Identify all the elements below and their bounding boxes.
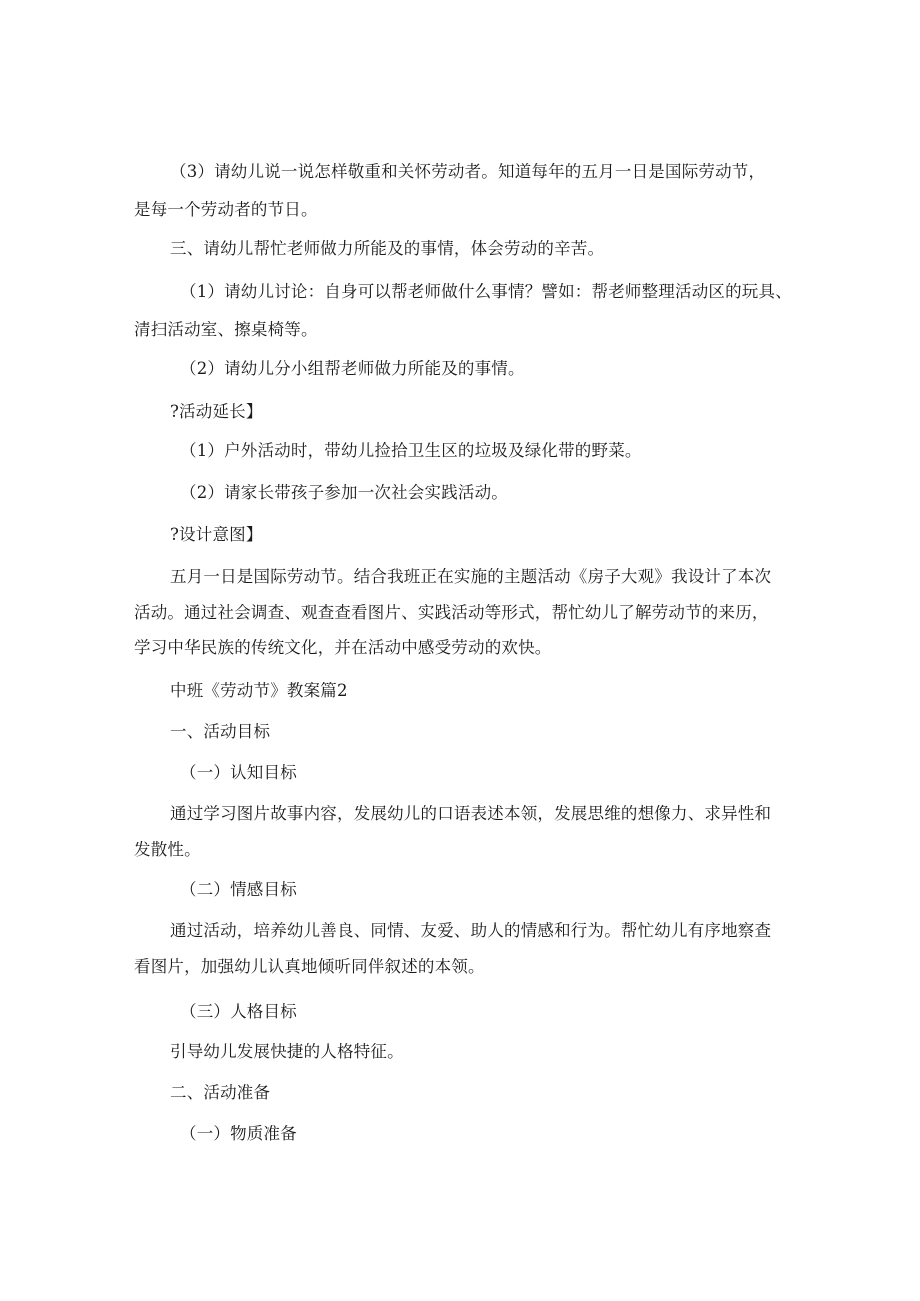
paragraph-line: 引导幼儿发展快捷的人格特征。 xyxy=(170,1042,404,1061)
paragraph-line: （1）请幼儿讨论：自身可以帮老师做什么事情？譬如：帮老师整理活动区的玩具、 xyxy=(180,282,792,301)
subsection-heading: （三）人格目标 xyxy=(180,1002,297,1021)
paragraph-line: 通过活动，培养幼儿善良、同情、友爱、助人的情感和行为。帮忙幼儿有序地察查 xyxy=(170,921,772,940)
paragraph-line: （2）请幼儿分小组帮老师做力所能及的事情。 xyxy=(180,359,525,378)
paragraph-line: 五月一日是国际劳动节。结合我班正在实施的主题活动《房子大观》我设计了本次 xyxy=(170,567,772,586)
paragraph-line: （3）请幼儿说一说怎样敬重和关怀劳动者。知道每年的五月一日是国际劳动节， xyxy=(170,162,766,181)
paragraph-line: （1）户外活动时，带幼儿捡拾卫生区的垃圾及绿化带的野菜。 xyxy=(180,441,642,460)
paragraph-line: 学习中华民族的传统文化，并在活动中感受劳动的欢快。 xyxy=(134,638,552,657)
document-title: 中班《劳动节》教案篇2 xyxy=(170,681,348,700)
paragraph-line: 活动。通过社会调查、观查查看图片、实践活动等形式，帮忙幼儿了解劳动节的来历， xyxy=(134,603,769,622)
section-heading: ?设计意图】 xyxy=(170,525,263,544)
paragraph-line: 通过学习图片故事内容，发展幼儿的口语表述本领，发展思维的想像力、求异性和 xyxy=(170,804,772,823)
subsection-heading: （一）认知目标 xyxy=(180,763,297,782)
section-heading: 二、活动准备 xyxy=(170,1083,271,1102)
paragraph-line: 发散性。 xyxy=(134,840,201,859)
paragraph-line: 清扫活动室、擦桌椅等。 xyxy=(134,320,318,339)
section-heading: 三、请幼儿帮忙老师做力所能及的事情，体会劳动的辛苦。 xyxy=(170,239,605,258)
paragraph-line: （2）请家长带孩子参加一次社会实践活动。 xyxy=(180,483,508,502)
section-heading: 一、活动目标 xyxy=(170,722,271,741)
subsection-heading: （一）物质准备 xyxy=(180,1124,297,1143)
subsection-heading: （二）情感目标 xyxy=(180,880,297,899)
paragraph-line: 是每一个劳动者的节日。 xyxy=(134,200,318,219)
paragraph-line: 看图片，加强幼儿认真地倾听同伴叙述的本领。 xyxy=(134,957,485,976)
section-heading: ?活动延长】 xyxy=(170,402,263,421)
